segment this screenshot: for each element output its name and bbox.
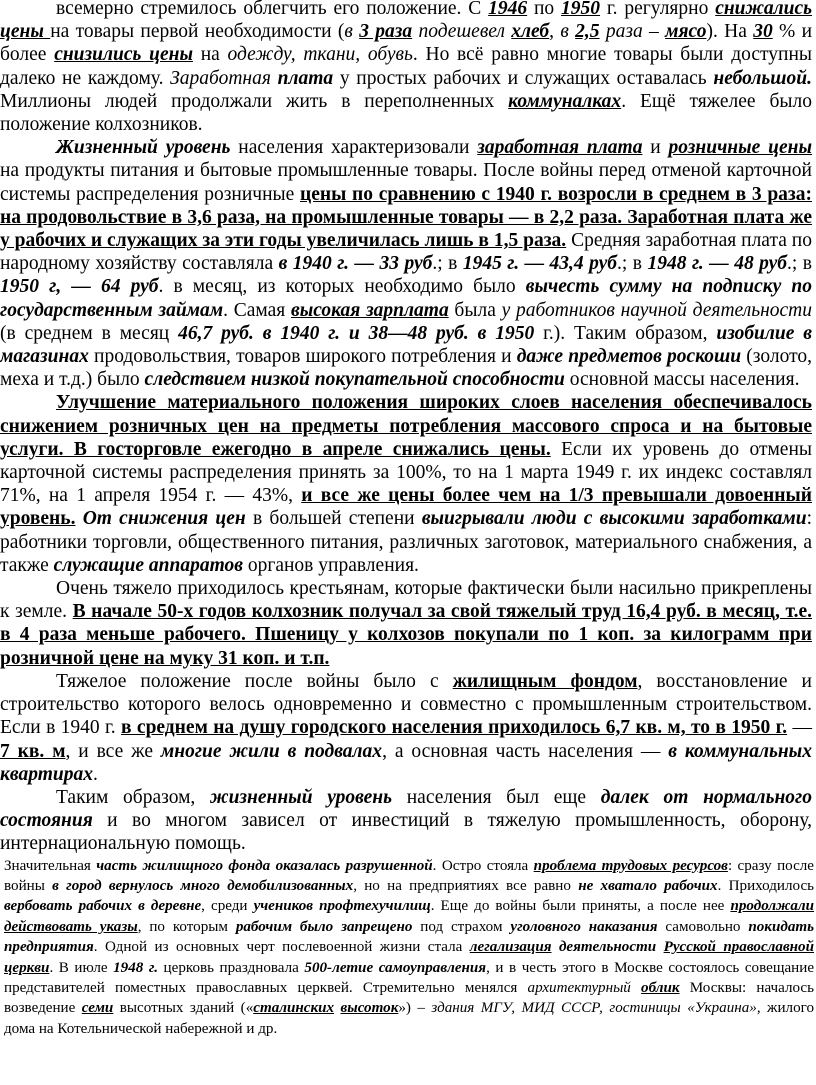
text-run: 1946: [488, 0, 528, 19]
text-run: высоток: [340, 1000, 399, 1017]
text-run: деятельности: [558, 939, 657, 956]
text-run: 1950 г, — 64 руб: [0, 276, 159, 298]
text-run: цены по сравнению с 1940 г. возросли в среднем в 3 раза: на продовольствие в 3,6 раза, на промышленные товары — в 2,2 раза. Заработная плата же у рабочих и служащих за эти годы увеличилась лишь в 1,5 раза.: [0, 183, 812, 252]
text-run: семи: [81, 1000, 114, 1017]
text-run: 1948 г.: [113, 959, 159, 976]
text-run: была: [448, 299, 502, 321]
text-run: , среди: [201, 898, 254, 915]
text-run: продовольствия, товаров широкого потребления и: [88, 346, 517, 368]
text-run: 7 кв. м: [0, 740, 66, 762]
text-run: небольшой.: [713, 67, 812, 89]
text-run: вычесть сумму на подписку по государственным займам: [0, 276, 812, 321]
text-run: .; в: [432, 253, 463, 275]
text-run: , и в честь этого в Москве состоялось совещание представителей поместных православных церквей. Стремительно менялся: [4, 959, 815, 996]
text-run: далек от нормального состояния: [0, 786, 813, 832]
text-run: .; в: [617, 253, 648, 275]
text-run: у работников научной деятельности: [501, 299, 812, 321]
text-run: снижались цены: [0, 0, 813, 43]
text-run: на товары первой необходимости (: [50, 21, 345, 43]
text-run: плата: [277, 67, 334, 89]
text-run: . Приходилось: [717, 877, 815, 894]
paragraph-living-standard: [0, 136, 816, 391]
text-run: .: [92, 763, 98, 785]
text-run: не хватало рабочих: [578, 877, 718, 894]
text-run: 46,7 руб. в 1940 г. и 38—48 руб. в 1950: [178, 322, 535, 344]
text-run: Тяжелое положение после войны было с: [56, 670, 453, 692]
text-run: Заработная: [170, 67, 278, 89]
text-run: 2,5: [575, 21, 600, 43]
text-run: .; в: [787, 253, 813, 275]
text-run: учеников профтехучилищ: [253, 898, 431, 915]
text-run: органов управления.: [242, 554, 419, 576]
text-run: г.). Таким образом,: [534, 322, 717, 344]
text-run: ») –: [398, 1000, 432, 1017]
paragraph-prices-1946-1950: [0, 0, 816, 136]
text-run: [656, 939, 663, 955]
text-run: Жизненный уровень: [56, 137, 231, 159]
text-run: , жилого дома на Котельнической набережной и др.: [4, 1000, 815, 1037]
text-run: самовольно: [657, 918, 749, 935]
text-run: вербовать рабочих в деревне: [4, 898, 202, 915]
text-run: изобилие в магазинах: [0, 322, 812, 368]
text-run: покидать предприятия: [4, 918, 815, 956]
text-run: в среднем на душу городского населения приходилось 6,7 кв. м, то в 1950 г.: [121, 717, 788, 739]
text-run: церковь праздновала: [158, 959, 305, 976]
text-run: легализация: [469, 939, 552, 956]
text-run: розничные цены: [668, 137, 812, 159]
text-run: г. регулярно: [600, 0, 716, 19]
text-run: Если их уровень до отмены карточной системы распределения принять за 100%, то на 1 марта 1949 г. их индекс составлял 71%, на 1 апреля 1954 г. — 43%,: [0, 438, 812, 507]
text-run: В начале 50-х годов колхозник получал за свой тяжелый труд 16,4 руб. в месяц, т.е. в 4 раза меньше рабочего. Пшеницу у колхозов покупали по 1 коп. за килограмм при розничной цене на муку 31 коп. и т.п.: [0, 601, 812, 669]
text-run: в: [560, 21, 576, 43]
text-run: рабочим было запрещено: [235, 918, 413, 935]
text-run: 1945 г. — 43,4 руб: [462, 253, 618, 275]
text-run: : сразу после войны: [4, 857, 815, 894]
text-run: хлеб: [511, 21, 550, 43]
text-run: и все же цены более чем на 1/3 превышали довоенный уровень.: [0, 485, 812, 530]
text-run: Очень тяжело приходилось крестьянам, которые фактически были насильно прикреплены к земле.: [0, 578, 812, 623]
paragraph-postwar-life: [0, 856, 816, 1040]
text-run: одежду, ткани, обувь: [227, 44, 413, 66]
text-run: Улучшение материального положения широких слоев населения обеспечивалось снижением розничных цен на предметы потребления массового спроса и на бытовые услуги. В госторговле ежегодно в апреле снижались цены.: [0, 392, 812, 460]
text-run: коммуналках: [508, 90, 622, 112]
text-run: раза –: [599, 21, 666, 43]
text-run: , по которым: [137, 918, 236, 935]
text-run: [75, 508, 82, 529]
text-run: ). На: [706, 21, 754, 43]
text-run: на продукты питания и бытовые промышленные товары. После войны перед отменой карточной системы распределения розничные: [0, 160, 812, 205]
text-run: по: [527, 0, 562, 19]
text-run: заработная плата: [477, 137, 643, 159]
text-run: высотных зданий («: [113, 1000, 254, 1017]
text-run: населения был еще: [392, 786, 601, 808]
text-run: и во многом зависел от инвестиций в тяжелую промышленность, оборону, интернациональную помощь.: [0, 810, 812, 855]
text-run: Средняя заработная плата по народному хозяйству составляла: [0, 230, 812, 275]
text-run: служащие аппаратов: [53, 554, 243, 576]
text-run: всемерно стремилось облегчить его положение. С: [56, 0, 489, 19]
text-run: облик: [641, 979, 680, 996]
text-run: и: [642, 137, 669, 159]
text-run: : работники торговли, общественного питания, различных заготовок, материального снабжения, а также: [0, 508, 812, 576]
text-run: Значительная: [4, 857, 97, 874]
text-run: . Одной из основных черт послевоенной жизни стала: [93, 939, 470, 956]
text-run: под страхом: [412, 918, 511, 935]
text-run: (в среднем в месяц: [0, 322, 179, 344]
text-run: От снижения цен: [82, 508, 246, 530]
text-run: жилищным фондом: [452, 670, 638, 692]
text-run: здания МГУ, МИД СССР, гостиницы «Украина»: [431, 1000, 757, 1017]
text-run: в город вернулось много демобилизованных: [52, 877, 354, 894]
text-run: основной массы населения.: [564, 369, 800, 391]
text-run: продолжали действовать указы: [4, 898, 815, 935]
text-run: . Но всё равно многие товары были доступны далеко не каждому.: [0, 44, 812, 89]
text-run: ,: [549, 21, 561, 43]
paragraph-housing: [0, 670, 816, 786]
text-run: жизненный уровень: [210, 786, 393, 808]
text-run: 1950: [561, 0, 601, 19]
text-run: . Еще до войны были приняты, а после нее: [430, 898, 731, 915]
text-run: 3 раза: [359, 21, 413, 43]
text-run: снизились цены: [54, 44, 193, 66]
paragraph-peasants: [0, 577, 816, 670]
text-run: (золото, меха и т.д.) было: [0, 346, 812, 391]
paragraph-conclusion: [0, 786, 816, 856]
text-run: [631, 980, 641, 996]
text-run: проблема трудовых ресурсов: [533, 857, 728, 874]
text-run: [552, 939, 559, 955]
text-run: населения характеризовали: [230, 137, 478, 159]
text-run: в большей степени: [245, 508, 422, 530]
text-run: подешевел: [412, 21, 512, 43]
text-run: высокая зарплата: [290, 299, 449, 321]
text-run: Таким образом,: [56, 786, 211, 808]
text-run: на: [192, 44, 228, 66]
text-run: , но на предприятиях все равно: [353, 877, 579, 894]
text-run: . В июле: [49, 959, 114, 976]
text-run: часть жилищного фонда оказалась разрушенной: [96, 857, 433, 874]
text-run: . Остро стояла: [432, 857, 534, 874]
text-run: 1948 г. — 48 руб: [647, 253, 788, 275]
text-run: Русской православной церкви: [4, 939, 815, 976]
text-run: , восстановление и строительство которого велось одновременно и совместно с промышленным строительством. Если в 1940 г.: [0, 670, 812, 739]
text-run: 500-летие самоуправления: [304, 959, 487, 976]
text-run: в 1940 г. — 33 руб: [278, 253, 433, 275]
text-run: многие жили в подвалах: [160, 740, 383, 762]
text-run: % и более: [0, 21, 813, 66]
text-run: Москвы: началось возведение: [4, 979, 814, 1017]
text-run: у простых рабочих и служащих оставалась: [333, 67, 714, 89]
text-run: , и все же: [65, 740, 161, 762]
text-run: сталинских: [253, 1000, 335, 1017]
text-run: —: [787, 717, 812, 739]
text-run: . Ещё тяжелее было положение колхозников.: [0, 90, 812, 136]
text-run: даже предметов роскоши: [516, 346, 742, 368]
paragraph-price-reductions: [0, 391, 816, 577]
text-run: 30: [753, 21, 773, 43]
text-run: выигрывали люди с высокими заработками: [421, 508, 807, 530]
text-run: в: [344, 21, 360, 43]
text-run: . в месяц, из которых необходимо было: [158, 276, 526, 298]
text-run: архитектурный: [527, 979, 631, 996]
text-run: в коммунальных квартирах: [0, 740, 812, 785]
text-run: уголовного наказания: [510, 918, 658, 935]
text-run: , а основная часть населения —: [382, 740, 669, 762]
text-run: мясо: [665, 21, 707, 43]
text-run: следствием низкой покупательной способности: [144, 369, 565, 391]
text-run: . Самая: [223, 299, 291, 321]
text-run: Миллионы людей продолжали жить в переполненных: [0, 90, 509, 112]
